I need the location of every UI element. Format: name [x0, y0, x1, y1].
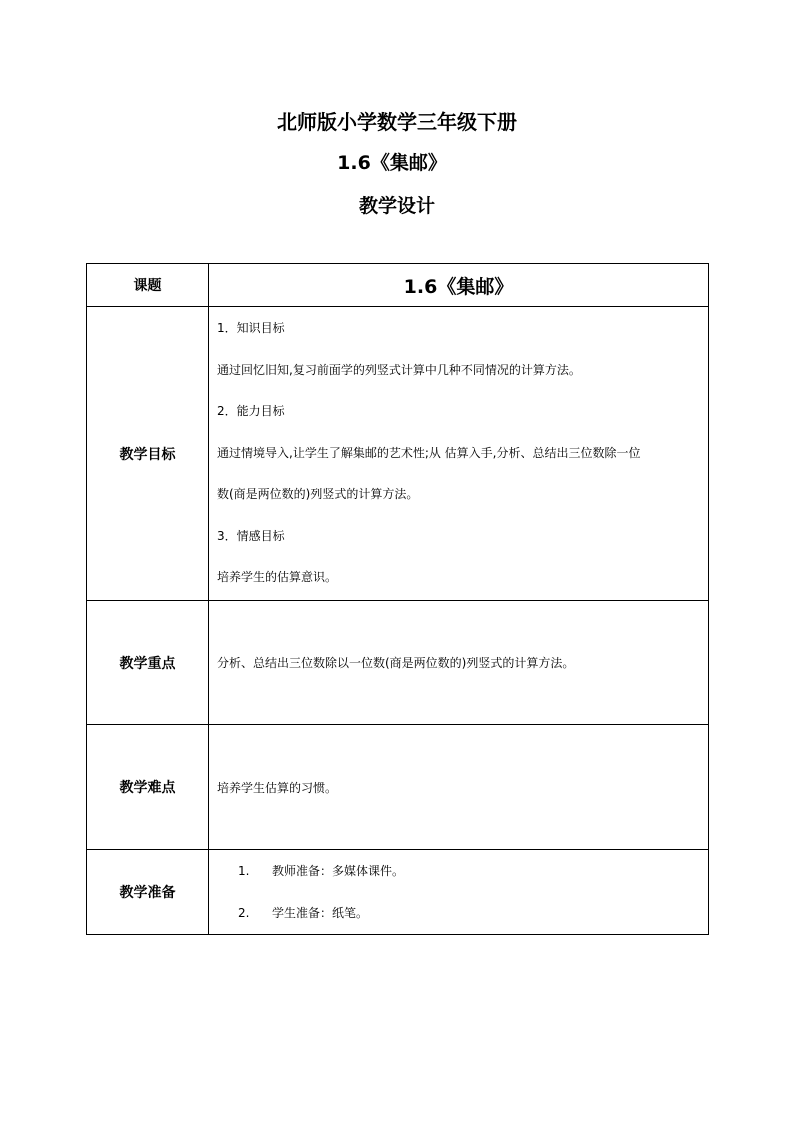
label-preparation: 教学准备	[87, 850, 209, 935]
objective-line: 3．情感目标	[217, 528, 285, 543]
preparation-item-text: 教师准备：多媒体课件。	[272, 864, 405, 878]
row-topic	[87, 264, 709, 307]
label-difficulties: 教学难点	[87, 725, 209, 850]
label-topic: 课题	[87, 264, 209, 307]
preparation-item-number: 1.	[238, 864, 250, 878]
title-line-grade: 北师版小学数学三年级下册	[277, 110, 517, 134]
value-topic: 1.6《集邮》	[209, 264, 709, 307]
row-key-points	[87, 601, 709, 725]
preparation-item-number: 2.	[238, 906, 250, 920]
preparation-item	[217, 892, 704, 934]
value-key-points: 分析、总结出三位数除以一位数(商是两位数的)列竖式的计算方法。	[209, 601, 709, 725]
label-objectives: 教学目标	[87, 307, 209, 601]
objective-line: 2．能力目标	[217, 404, 285, 419]
value-difficulties: 培养学生估算的习惯。	[209, 725, 709, 850]
title-line-lesson: 1.6《集邮》	[337, 152, 447, 174]
preparation-item-text: 学生准备：纸笔。	[272, 906, 369, 920]
document-title	[0, 102, 794, 228]
objective-line: 培养学生的估算意识。	[217, 570, 338, 585]
lesson-plan-table	[86, 263, 709, 935]
preparation-item	[217, 850, 704, 892]
label-key-points: 教学重点	[87, 601, 209, 725]
value-objectives	[209, 307, 709, 601]
row-objectives	[87, 307, 709, 601]
row-difficulties	[87, 725, 709, 850]
objective-line: 1．知识目标	[217, 321, 285, 336]
objective-line: 数(商是两位数的)列竖式的计算方法。	[217, 487, 419, 502]
row-preparation	[87, 850, 709, 935]
value-preparation	[209, 850, 709, 935]
title-line-design: 教学设计	[358, 195, 435, 217]
objective-line: 通过情境导入,让学生了解集邮的艺术性;从 估算入手,分析、总结出三位数除一位	[217, 445, 641, 460]
objective-line: 通过回忆旧知,复习前面学的列竖式计算中几种不同情况的计算方法。	[217, 362, 581, 377]
